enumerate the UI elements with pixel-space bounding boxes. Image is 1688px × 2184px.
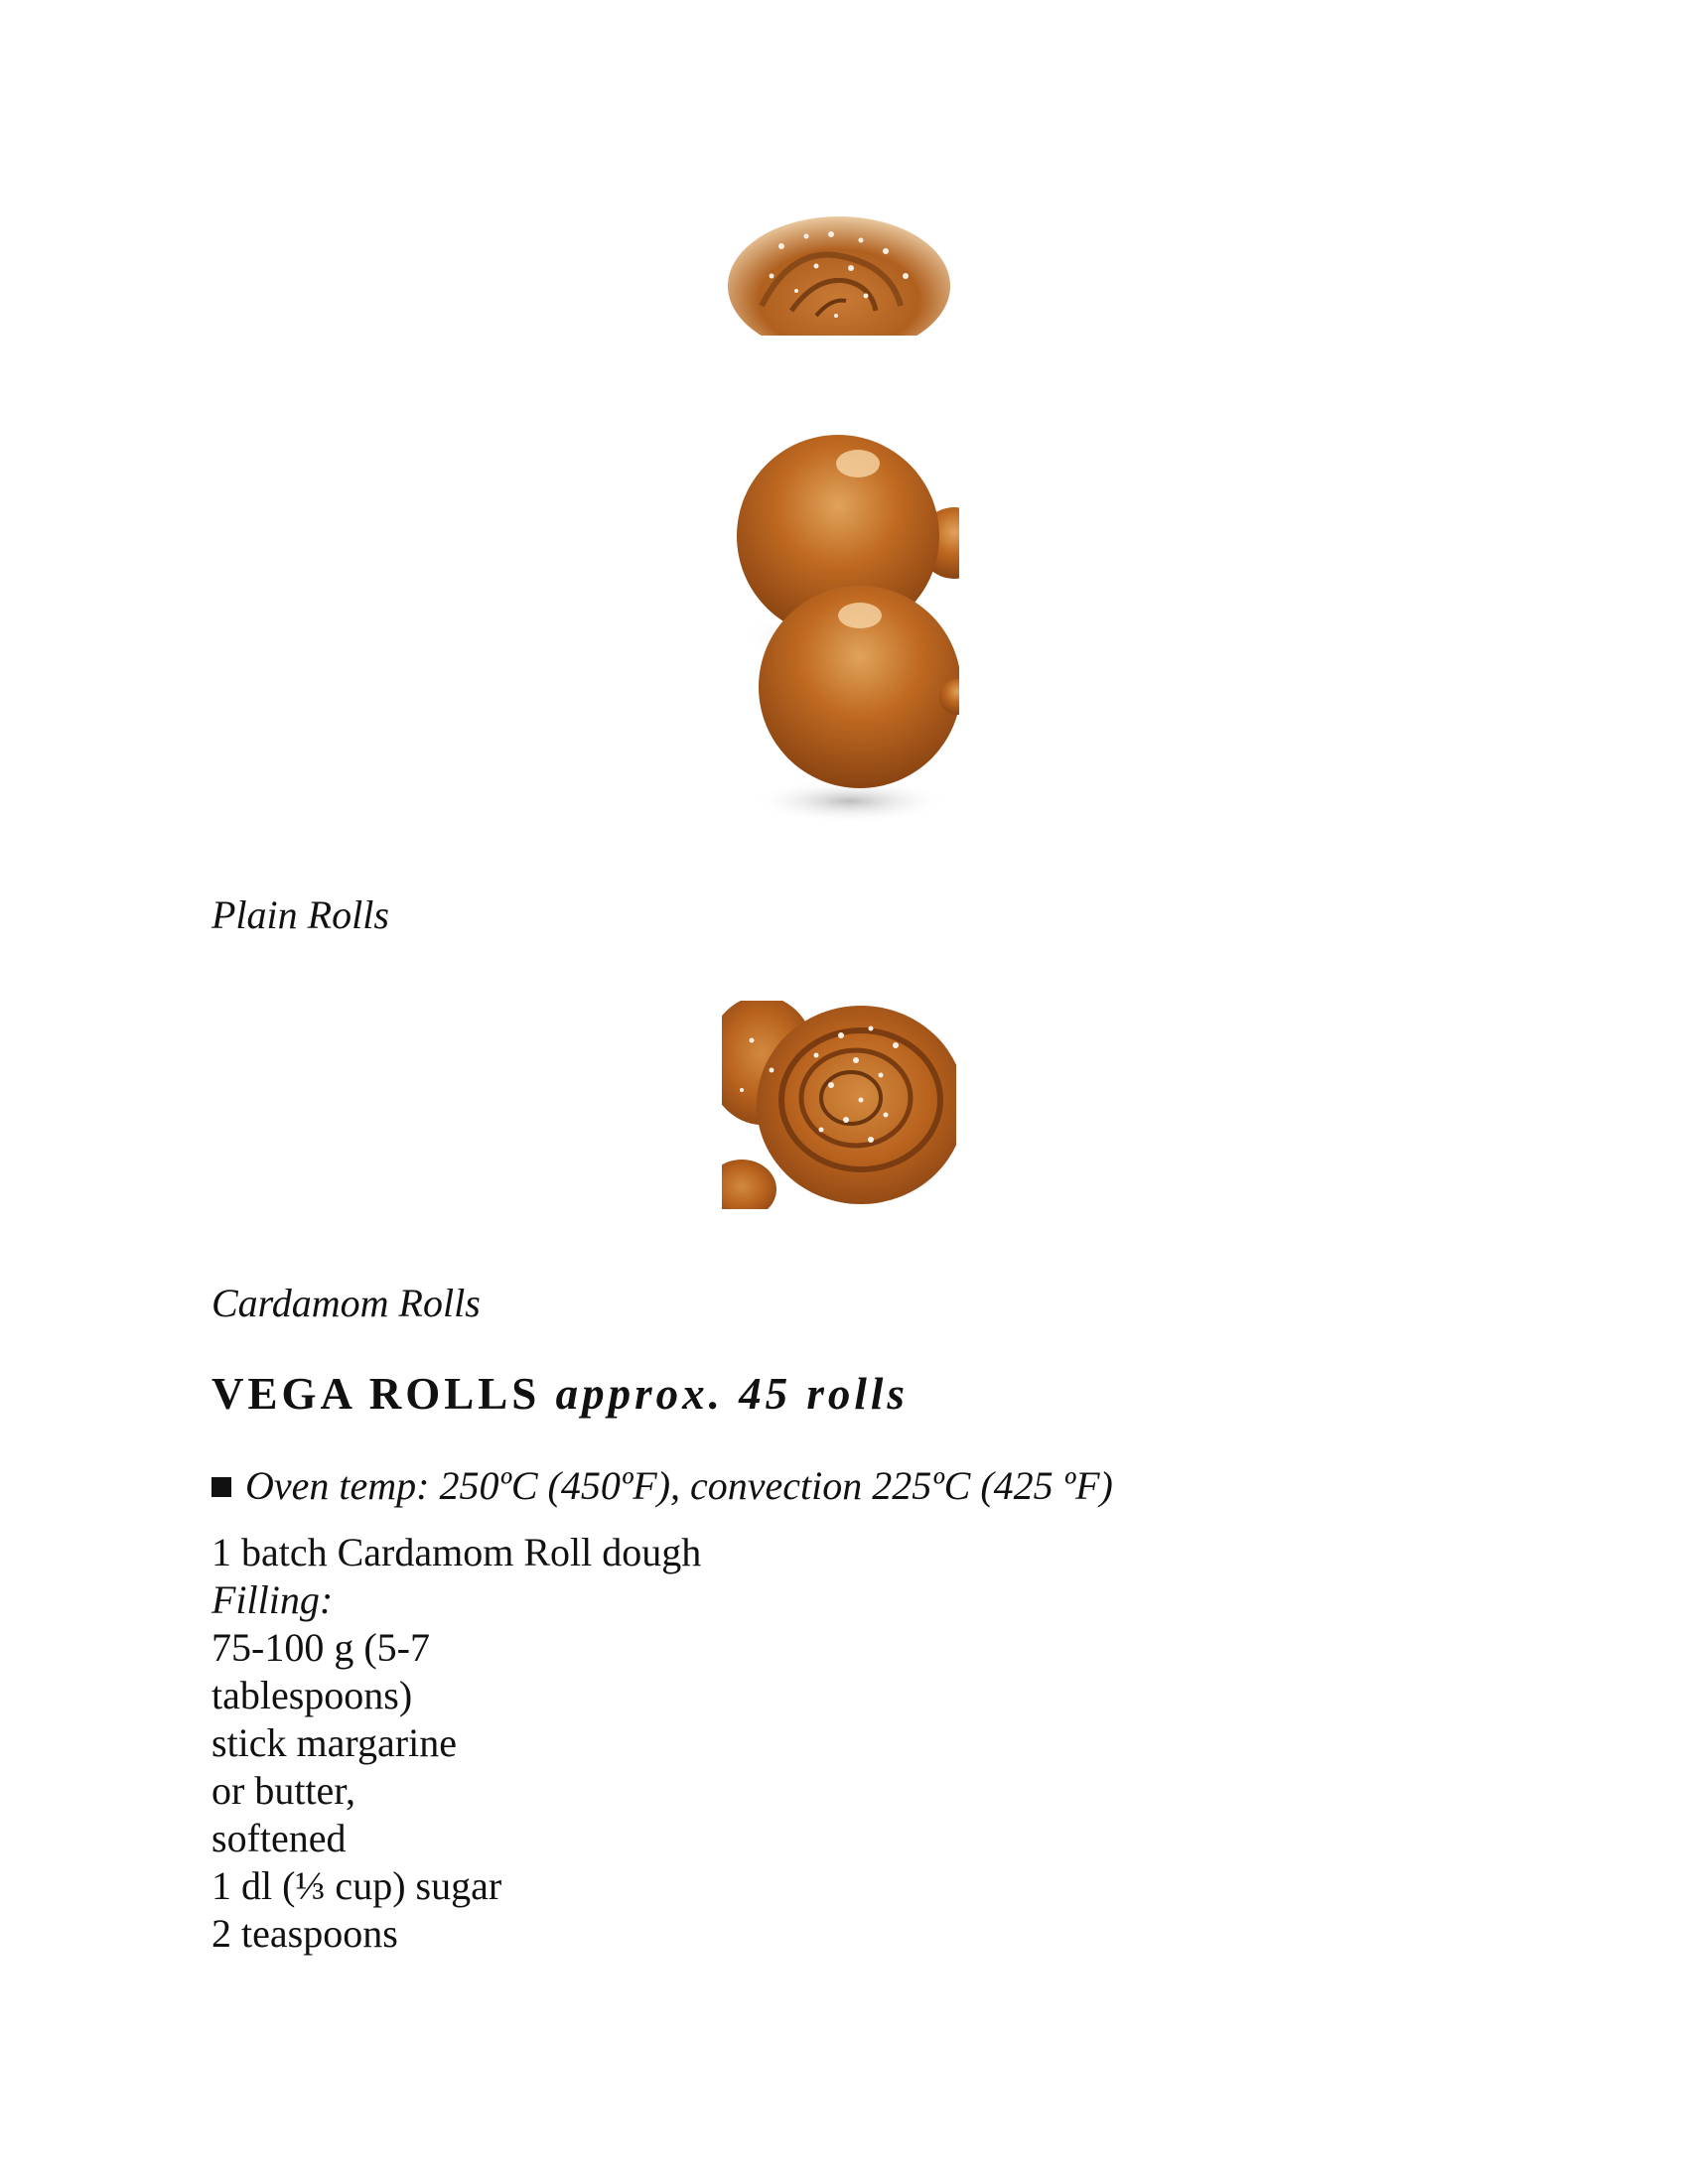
recipe-name: VEGA ROLLS <box>211 1369 541 1419</box>
square-bullet-icon <box>211 1477 231 1497</box>
ingredient-line: 1 dl (⅓ cup) sugar <box>211 1863 502 1908</box>
cardamom-rolls-photo <box>722 1001 956 1209</box>
recipe-yield: approx. 45 rolls <box>555 1369 909 1419</box>
ingredient-line: 2 teaspoons <box>211 1911 398 1956</box>
ingredient-list <box>211 1529 701 1958</box>
ingredient-line: tablespoons) <box>211 1673 413 1717</box>
oven-temp-text: Oven temp: 250ºC (450ºF), convection 225ºC (425 ºF) <box>245 1463 1113 1508</box>
plain-rolls-photo <box>731 409 959 824</box>
ingredient-line: 1 batch Cardamom Roll dough <box>211 1530 702 1574</box>
caption-cardamom-rolls: Cardamom Rolls <box>211 1281 481 1325</box>
filling-subhead: Filling: <box>211 1577 334 1622</box>
oven-temp-line <box>211 1462 1113 1510</box>
recipe-title <box>211 1366 909 1422</box>
swirl-roll-photo <box>722 206 956 336</box>
ingredient-line: softened <box>211 1816 347 1860</box>
ingredient-line: or butter, <box>211 1768 356 1813</box>
ingredient-line: stick margarine <box>211 1720 457 1765</box>
caption-plain-rolls: Plain Rolls <box>211 892 389 937</box>
ingredient-line: 75-100 g (5-7 <box>211 1625 430 1670</box>
